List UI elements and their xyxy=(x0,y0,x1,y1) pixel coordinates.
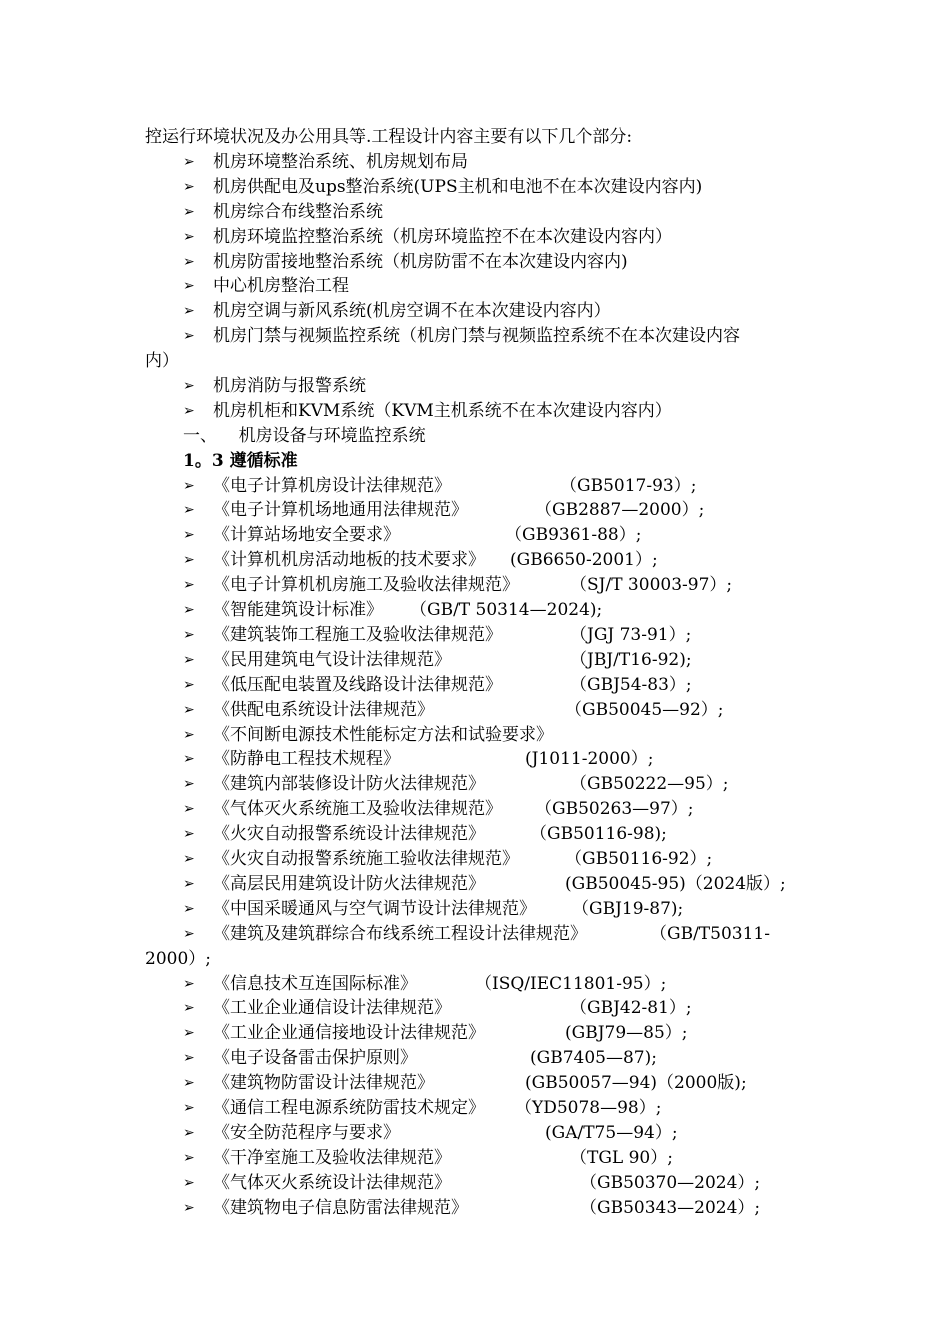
standard-item xyxy=(145,548,820,573)
standard-code: (GB50045-95)（2024版）; xyxy=(565,874,786,894)
standard-name: 《低压配电装置及线路设计法律规范》 xyxy=(213,675,502,695)
standard-code: (GB50057—94)（2000版); xyxy=(525,1073,747,1093)
scope-item xyxy=(145,175,820,200)
scope-item xyxy=(145,374,820,399)
standard-code: (GA/T75—94）; xyxy=(545,1123,678,1143)
standard-name: 《供配电系统设计法律规范》 xyxy=(213,700,434,720)
standard-name: 《计算站场地安全要求》 xyxy=(213,525,400,545)
bullet-arrow-icon: ➢ xyxy=(183,1175,195,1191)
bullet-arrow-icon: ➢ xyxy=(183,901,195,917)
standard-code: （JBJ/T16-92); xyxy=(570,650,692,670)
section-heading xyxy=(145,424,820,449)
scope-item-continuation: 内） xyxy=(145,351,179,371)
standard-code: (GBJ79—85）; xyxy=(565,1023,688,1043)
standard-code: （ISQ/IEC11801-95）; xyxy=(475,974,667,994)
bullet-arrow-icon: ➢ xyxy=(183,677,195,693)
standard-code: （GB50263—97）; xyxy=(535,799,694,819)
standard-code: （JGJ 73-91）; xyxy=(570,625,692,645)
standard-item xyxy=(145,747,820,772)
scope-item xyxy=(145,299,820,324)
standard-code: (GB7405—87); xyxy=(530,1048,657,1068)
section-heading-text: 一、 机房设备与环境监控系统 xyxy=(183,426,426,446)
standard-item xyxy=(145,1021,820,1046)
standard-code: （GB50222—95）; xyxy=(570,774,729,794)
standard-name: 《防静电工程技术规程》 xyxy=(213,749,400,769)
bullet-arrow-icon: ➢ xyxy=(183,278,195,294)
bullet-arrow-icon: ➢ xyxy=(183,1025,195,1041)
bullet-arrow-icon: ➢ xyxy=(183,851,195,867)
standard-code: （GB50116-92）; xyxy=(565,849,713,869)
standard-name: 《建筑及建筑群综合布线系统工程设计法律规范》 xyxy=(213,924,587,944)
standard-name: 《中国采暖通风与空气调节设计法律规范》 xyxy=(213,899,536,919)
bullet-arrow-icon: ➢ xyxy=(183,527,195,543)
standard-item xyxy=(145,474,820,499)
bullet-arrow-icon: ➢ xyxy=(183,204,195,220)
bullet-arrow-icon: ➢ xyxy=(183,826,195,842)
bullet-arrow-icon: ➢ xyxy=(183,1050,195,1066)
standard-item xyxy=(145,698,820,723)
standard-code: （GB/T50311- xyxy=(650,924,770,944)
scope-item-text: 机房机柜和KVM系统（KVM主机系统不在本次建设内容内） xyxy=(213,401,672,421)
standard-item xyxy=(145,673,820,698)
bullet-arrow-icon: ➢ xyxy=(183,976,195,992)
standard-name: 《高层民用建筑设计防火法律规范》 xyxy=(213,874,485,894)
standard-item xyxy=(145,1121,820,1146)
standard-code: （YD5078—98）; xyxy=(515,1098,662,1118)
standard-code: (GB6650-2001）; xyxy=(510,550,658,570)
bullet-arrow-icon: ➢ xyxy=(183,1150,195,1166)
bullet-arrow-icon: ➢ xyxy=(183,378,195,394)
bullet-arrow-icon: ➢ xyxy=(183,876,195,892)
standard-item xyxy=(145,922,820,947)
standards-heading-text: 1。3 遵循标准 xyxy=(183,451,298,471)
scope-item xyxy=(145,274,820,299)
standard-item xyxy=(145,1071,820,1096)
standard-code: （GB50370—2024）; xyxy=(580,1173,761,1193)
standard-item xyxy=(145,972,820,997)
standard-name: 《火灾自动报警系统设计法律规范》 xyxy=(213,824,485,844)
bullet-arrow-icon: ➢ xyxy=(183,652,195,668)
bullet-arrow-icon: ➢ xyxy=(183,1000,195,1016)
standard-item xyxy=(145,847,820,872)
standard-name: 《不间断电源技术性能标定方法和试验要求》 xyxy=(213,725,553,745)
bullet-arrow-icon: ➢ xyxy=(183,1100,195,1116)
bullet-arrow-icon: ➢ xyxy=(183,776,195,792)
standard-name: 《电子设备雷击保护原则》 xyxy=(213,1048,417,1068)
bullet-arrow-icon: ➢ xyxy=(183,328,195,344)
standard-name: 《气体灭火系统施工及验收法律规范》 xyxy=(213,799,502,819)
bullet-arrow-icon: ➢ xyxy=(183,577,195,593)
standard-name: 《建筑物电子信息防雷法律规范》 xyxy=(213,1198,468,1218)
standard-code: （GB5017-93）; xyxy=(560,476,697,496)
bullet-arrow-icon: ➢ xyxy=(183,1125,195,1141)
bullet-arrow-icon: ➢ xyxy=(183,702,195,718)
bullet-arrow-icon: ➢ xyxy=(183,1075,195,1091)
bullet-arrow-icon: ➢ xyxy=(183,303,195,319)
standard-item xyxy=(145,772,820,797)
standard-item xyxy=(145,523,820,548)
standard-item xyxy=(145,996,820,1021)
scope-item-text: 机房门禁与视频监控系统（机房门禁与视频监控系统不在本次建设内容 xyxy=(213,326,740,346)
standard-code: （GB50116-98); xyxy=(530,824,667,844)
standard-name: 《建筑内部装修设计防火法律规范》 xyxy=(213,774,485,794)
standard-code: （GB50045—92）; xyxy=(565,700,724,720)
bullet-arrow-icon: ➢ xyxy=(183,727,195,743)
bullet-arrow-icon: ➢ xyxy=(183,478,195,494)
bullet-arrow-icon: ➢ xyxy=(183,627,195,643)
standard-name: 《电子计算机房设计法律规范》 xyxy=(213,476,451,496)
standard-item xyxy=(145,897,820,922)
standard-item xyxy=(145,1096,820,1121)
standard-name: 《工业企业通信设计法律规范》 xyxy=(213,998,451,1018)
scope-item-text: 机房环境监控整治系统（机房环境监控不在本次建设内容内） xyxy=(213,227,672,247)
scope-item xyxy=(145,250,820,275)
standard-item xyxy=(145,573,820,598)
standard-item xyxy=(145,598,820,623)
standard-item xyxy=(145,623,820,648)
scope-item xyxy=(145,324,820,349)
standard-item xyxy=(145,1146,820,1171)
standard-code: （GB/T 50314—2024); xyxy=(410,600,603,620)
scope-item-text: 机房综合布线整治系统 xyxy=(213,202,383,222)
standard-name: 《电子计算机场地通用法律规范》 xyxy=(213,500,468,520)
scope-item-text: 中心机房整治工程 xyxy=(213,276,349,296)
scope-item xyxy=(145,150,820,175)
bullet-arrow-icon: ➢ xyxy=(183,602,195,618)
scope-item xyxy=(145,200,820,225)
scope-item-text: 机房环境整治系统、机房规划布局 xyxy=(213,152,468,172)
standard-code: (J1011-2000）; xyxy=(525,749,654,769)
standard-item xyxy=(145,498,820,523)
bullet-arrow-icon: ➢ xyxy=(183,552,195,568)
standard-code: （SJ/T 30003-97）; xyxy=(570,575,733,595)
standard-item xyxy=(145,797,820,822)
standard-item xyxy=(145,1196,820,1221)
standard-name: 《民用建筑电气设计法律规范》 xyxy=(213,650,451,670)
standard-code: （TGL 90）; xyxy=(570,1148,673,1168)
scope-item xyxy=(145,399,820,424)
bullet-arrow-icon: ➢ xyxy=(183,179,195,195)
scope-item-text: 机房消防与报警系统 xyxy=(213,376,366,396)
scope-item xyxy=(145,225,820,250)
bullet-arrow-icon: ➢ xyxy=(183,254,195,270)
standard-code: （GB50343—2024）; xyxy=(580,1198,761,1218)
bullet-arrow-icon: ➢ xyxy=(183,502,195,518)
standard-name: 《电子计算机机房施工及验收法律规范》 xyxy=(213,575,519,595)
bullet-arrow-icon: ➢ xyxy=(183,1200,195,1216)
standard-name: 《信息技术互连国际标准》 xyxy=(213,974,417,994)
standard-code: （GBJ54-83）; xyxy=(570,675,692,695)
standard-name: 《通信工程电源系统防雷技术规定》 xyxy=(213,1098,485,1118)
standard-item xyxy=(145,723,820,748)
standard-item xyxy=(145,872,820,897)
standard-name: 《工业企业通信接地设计法律规范》 xyxy=(213,1023,485,1043)
standard-name: 《干净室施工及验收法律规范》 xyxy=(213,1148,451,1168)
standard-code: （GB9361-88）; xyxy=(505,525,642,545)
standard-item xyxy=(145,1046,820,1071)
bullet-arrow-icon: ➢ xyxy=(183,926,195,942)
standard-item xyxy=(145,1171,820,1196)
standard-name: 《计算机机房活动地板的技术要求》 xyxy=(213,550,485,570)
scope-item-text: 机房空调与新风系统(机房空调不在本次建设内容内） xyxy=(213,301,611,321)
standard-item xyxy=(145,822,820,847)
bullet-arrow-icon: ➢ xyxy=(183,403,195,419)
standard-name: 《火灾自动报警系统施工验收法律规范》 xyxy=(213,849,519,869)
scope-item-text: 机房供配电及ups整治系统(UPS主机和电池不在本次建设内容内) xyxy=(213,177,703,197)
scope-item-text: 机房防雷接地整治系统（机房防雷不在本次建设内容内) xyxy=(213,252,628,272)
standard-name: 《建筑物防雷设计法律规范》 xyxy=(213,1073,434,1093)
standard-name: 《智能建筑设计标准》 xyxy=(213,600,383,620)
standards-heading xyxy=(145,449,820,474)
standard-name: 《建筑装饰工程施工及验收法律规范》 xyxy=(213,625,502,645)
standard-name: 《气体灭火系统设计法律规范》 xyxy=(213,1173,451,1193)
standard-name: 《安全防范程序与要求》 xyxy=(213,1123,400,1143)
standard-code: （GBJ42-81）; xyxy=(570,998,692,1018)
bullet-arrow-icon: ➢ xyxy=(183,751,195,767)
bullet-arrow-icon: ➢ xyxy=(183,229,195,245)
bullet-arrow-icon: ➢ xyxy=(183,154,195,170)
intro-text: 控运行环境状况及办公用具等.工程设计内容主要有以下几个部分: xyxy=(145,127,633,147)
standard-code: （GBJ19-87); xyxy=(572,899,684,919)
standard-code: （GB2887—2000）; xyxy=(535,500,705,520)
standard-item-continuation: 2000）; xyxy=(145,949,211,969)
bullet-arrow-icon: ➢ xyxy=(183,801,195,817)
standard-item xyxy=(145,648,820,673)
